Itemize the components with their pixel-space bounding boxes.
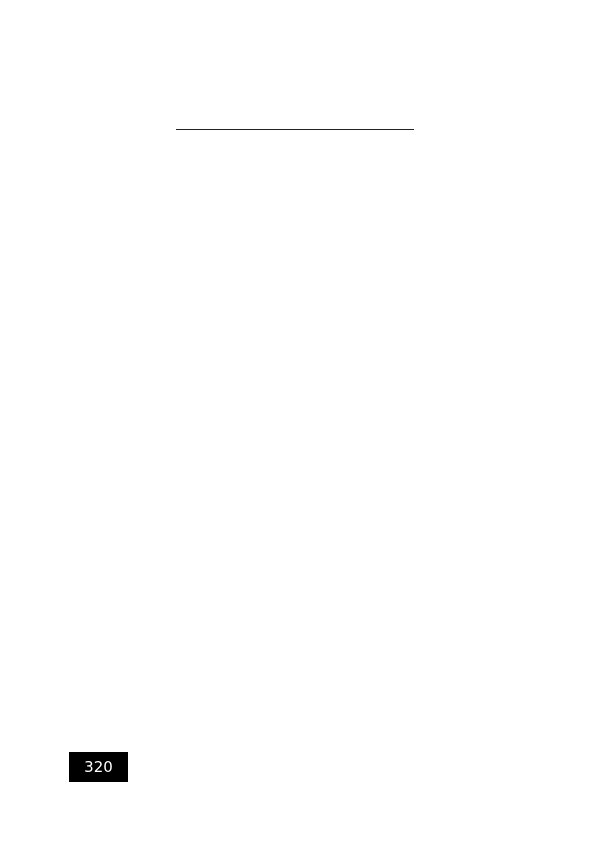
verse-line (176, 596, 436, 608)
page-footer (138, 754, 438, 790)
poem-title (176, 79, 436, 91)
verse-line (176, 156, 436, 168)
verse-line (176, 376, 436, 388)
stanza-label (176, 336, 436, 348)
verse-line (176, 136, 436, 148)
poem-content (176, 79, 436, 816)
poem-author (176, 97, 436, 109)
verse-line (176, 176, 436, 188)
intro-section (176, 136, 436, 228)
stanza-label (176, 536, 436, 548)
stanza-label (176, 436, 436, 448)
verse-line (176, 296, 436, 308)
verse-line (176, 196, 436, 208)
verse-line (176, 216, 436, 228)
verse-line (176, 556, 436, 568)
verse-line (176, 276, 436, 288)
stanza-1 (176, 236, 436, 328)
verse-line (176, 456, 436, 468)
stanza-label (176, 636, 436, 648)
verse-line (176, 656, 436, 668)
verse-line (176, 476, 436, 488)
stanza-4 (176, 536, 436, 628)
stanza-label (176, 736, 436, 748)
verse-line (176, 496, 436, 508)
verse-line (176, 416, 436, 428)
verse-line (176, 796, 436, 808)
book-title (138, 754, 438, 764)
verse-line (176, 356, 436, 368)
verse-line (176, 576, 436, 588)
stanza-5 (176, 636, 436, 728)
verse-line (176, 676, 436, 688)
header-divider (176, 129, 414, 130)
verse-line (176, 716, 436, 728)
stanza-label (176, 236, 436, 248)
stanza-3 (176, 436, 436, 528)
verse-line (176, 516, 436, 528)
verse-line (176, 696, 436, 708)
stanza-2 (176, 336, 436, 428)
poem-credit (176, 115, 436, 127)
page-number: 320 (69, 752, 128, 782)
verse-line (176, 616, 436, 628)
verse-line (176, 396, 436, 408)
verse-line (176, 316, 436, 328)
publisher-credit (138, 772, 438, 782)
verse-line (176, 256, 436, 268)
